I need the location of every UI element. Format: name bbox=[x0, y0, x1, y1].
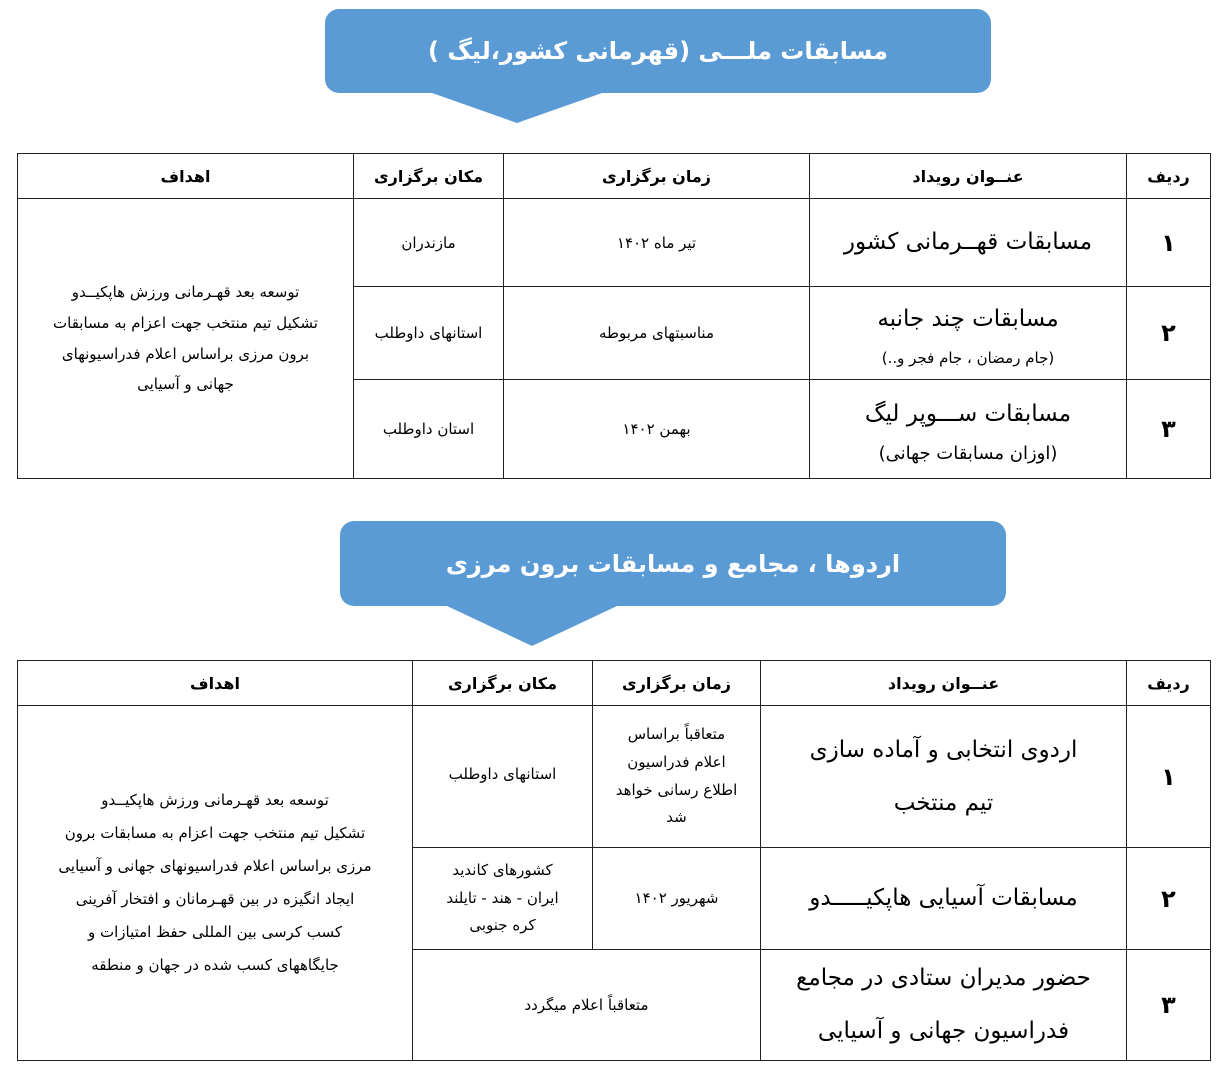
row-title-cell bbox=[761, 950, 1127, 1061]
header-goals: اهداف bbox=[18, 661, 413, 706]
header-time: زمان برگزاری bbox=[504, 154, 810, 199]
row-place: مازندران bbox=[354, 199, 504, 287]
table-header-row bbox=[18, 661, 1211, 706]
header-place: مکان برگزاری bbox=[354, 154, 504, 199]
row-time: تیر ماه ۱۴۰۲ bbox=[504, 199, 810, 287]
row-title: مسابقات ســـوپر لیگ bbox=[864, 400, 1072, 427]
row-subtitle: (جام رمضان ، جام فجر و..) bbox=[881, 348, 1055, 367]
goals-line: مرزی براساس اعلام فدراسیونهای جهانی و آسیایی bbox=[58, 856, 372, 875]
row-title-line: تیم منتخب bbox=[893, 789, 994, 816]
row-title-line: فدراسیون جهانی و آسیایی bbox=[817, 1017, 1070, 1044]
row-time: بهمن ۱۴۰۲ bbox=[504, 379, 810, 478]
section1-banner-arrow bbox=[432, 93, 602, 123]
section1-table bbox=[17, 153, 1211, 479]
goals-line: جهانی و آسیایی bbox=[137, 375, 234, 394]
header-time: زمان برگزاری bbox=[593, 661, 761, 706]
row-title: مسابقات چند جانبه bbox=[877, 306, 1059, 333]
header-index: ردیف bbox=[1127, 661, 1211, 706]
row-time-line: اطلاع رسانی خواهد bbox=[615, 780, 738, 799]
section1-banner-title: مسابقات ملـــی (قهرمانی کشور،لیگ ) bbox=[428, 37, 889, 65]
row-title: مسابقات آسیایی هاپکیـــــدو bbox=[761, 848, 1127, 950]
goals-line: کسب کرسی بین المللی حفظ امتیازات و bbox=[87, 922, 342, 941]
goals-line: توسعه بعد قهـرمانی ورزش هاپکیــدو bbox=[71, 283, 300, 302]
row-place: استانهای داوطلب bbox=[354, 287, 504, 379]
goals-line: تشکیل تیم منتخب جهت اعزام به مسابقات برون bbox=[64, 823, 366, 842]
table-row bbox=[18, 199, 1211, 287]
section1-banner bbox=[325, 9, 991, 93]
section2-table bbox=[17, 660, 1211, 1061]
row-time-line: متعاقباً براساس bbox=[627, 725, 726, 743]
goals-line: برون مرزی براساس اعلام فدراسیونهای bbox=[61, 344, 310, 363]
row-title-line: حضور مدیران ستادی در مجامع bbox=[796, 965, 1091, 991]
row-place: استانهای داوطلب bbox=[413, 706, 593, 848]
row-time: شهریور ۱۴۰۲ bbox=[593, 848, 761, 950]
row-index: ۲ bbox=[1127, 848, 1211, 950]
row-index: ۱ bbox=[1127, 199, 1211, 287]
row-place-cell bbox=[413, 848, 593, 950]
row-place-line: کره جنوبی bbox=[469, 916, 536, 935]
row-title: مسابقات قهــرمانی کشور bbox=[810, 199, 1127, 287]
table-row bbox=[18, 706, 1211, 848]
row-place-line: کشورهای کاندید bbox=[452, 860, 553, 879]
row-place-line: ایران - هند - تایلند bbox=[446, 888, 559, 907]
row-index: ۲ bbox=[1127, 287, 1211, 379]
header-goals: اهداف bbox=[18, 154, 354, 199]
table-header-row bbox=[18, 154, 1211, 199]
row-index: ۱ bbox=[1127, 706, 1211, 848]
section2-banner-title: اردوها ، مجامع و مسابقات برون مرزی bbox=[445, 549, 901, 578]
row-title-line: اردوی انتخابی و آماده سازی bbox=[809, 736, 1078, 763]
section2-banner-arrow bbox=[447, 606, 617, 646]
row-subtitle: (اوزان مسابقات جهانی) bbox=[878, 443, 1058, 465]
row-time: مناسبتهای مربوطه bbox=[504, 287, 810, 379]
row-title-cell bbox=[810, 287, 1127, 379]
goals-cell bbox=[18, 706, 413, 1061]
row-time-line: شد bbox=[666, 808, 687, 827]
row-time-cell bbox=[593, 706, 761, 848]
section2-banner bbox=[340, 521, 1006, 606]
header-index: ردیف bbox=[1127, 154, 1211, 199]
row-index: ۳ bbox=[1127, 379, 1211, 478]
row-merged-note: متعاقباً اعلام میگردد bbox=[413, 950, 761, 1061]
goals-line: ایجاد انگیزه در بین قهـرمانان و افتخار آفرینی bbox=[75, 889, 355, 908]
goals-cell bbox=[18, 199, 354, 479]
row-title-cell bbox=[761, 706, 1127, 848]
row-title-cell bbox=[810, 379, 1127, 478]
goals-line: جایگاههای کسب شده در جهان و منطقه bbox=[91, 955, 339, 974]
row-time-line: اعلام فدراسیون bbox=[627, 752, 726, 771]
header-title: عنــوان رویداد bbox=[810, 154, 1127, 199]
header-title: عنــوان رویداد bbox=[761, 661, 1127, 706]
row-index: ۳ bbox=[1127, 950, 1211, 1061]
header-place: مکان برگزاری bbox=[413, 661, 593, 706]
goals-line: توسعه بعد قهـرمانی ورزش هاپکیــدو bbox=[101, 790, 329, 809]
goals-line: تشکیل تیم منتخب جهت اعزام به مسابقات bbox=[53, 313, 318, 332]
row-place: استان داوطلب bbox=[354, 379, 504, 478]
